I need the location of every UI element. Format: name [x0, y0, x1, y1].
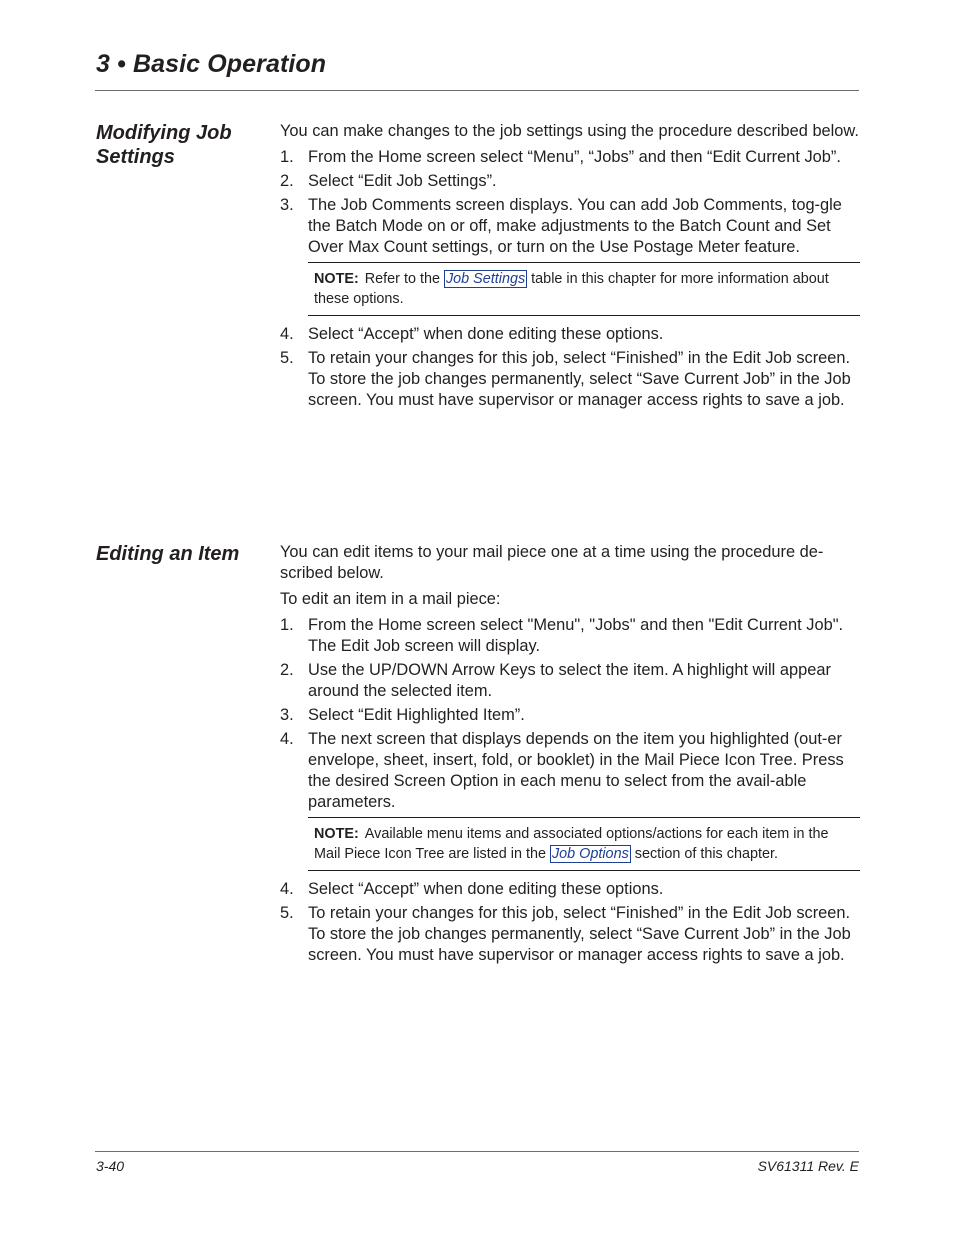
note-label: NOTE: [314, 271, 359, 287]
steps-list [280, 324, 860, 411]
list-item: 3. The Job Comments screen displays. You can add Job Comments, tog-gle the Batch Mode on or off, make adjustments to the Batch Count and Set Over Max Count settings, or turn on the Use Postage Meter feature. [280, 196, 842, 256]
page-number: 3-40 [96, 1158, 125, 1174]
section-body [280, 121, 860, 414]
list-item: 4. The next screen that displays depends on the item you highlighted (out-er envelope, sheet, insert, fold, or booklet) in the Mail Piece Icon Tree. Press the desired Screen Option in each menu to select from the avail-able parameters. [280, 730, 844, 811]
list-item: 5. To retain your changes for this job, select “Finished” in the Edit Job screen. To store the job changes permanently, select “Save Current Job” in the Job screen. You must have supervisor or manager access rights to save a job. [280, 904, 851, 964]
job-options-link[interactable]: Job Options [551, 845, 629, 862]
chapter-title: 3 • Basic Operation [96, 50, 327, 78]
steps-list [280, 879, 860, 966]
section-body [280, 542, 860, 969]
document-id: SV61311 Rev. E [757, 1158, 859, 1174]
section-heading: Editing an Item [96, 543, 240, 565]
header-divider [95, 90, 859, 91]
job-settings-link[interactable]: Job Settings [445, 271, 526, 287]
list-item: 5. To retain your changes for this job, select “Finished” in the Edit Job screen. To store the job changes permanently, select “Save Current Job” in the Job screen. You must have supervisor or manager access rights to save a job. [280, 349, 851, 409]
list-item: 4. Select “Accept” when done editing these options. [280, 880, 664, 898]
list-item: 3. Select “Edit Highlighted Item”. [280, 706, 525, 724]
list-item: 2. Select “Edit Job Settings”. [280, 172, 497, 190]
footer-divider [95, 1151, 859, 1152]
intro-text: You can make changes to the job settings using the procedure described below. [280, 122, 859, 140]
intro-text: You can edit items to your mail piece one at a time using the procedure de-scribed below. [280, 543, 824, 582]
steps-list [280, 147, 860, 258]
list-item: 1. From the Home screen select "Menu", "Jobs" and then "Edit Current Job". The Edit Job screen will display. [280, 616, 844, 655]
list-item: 2. Use the UP/DOWN Arrow Keys to select the item. A highlight will appear around the selected item. [280, 661, 831, 700]
section-heading: Modifying Job Settings [96, 122, 232, 168]
intro-text-2: To edit an item in a mail piece: [280, 590, 501, 608]
list-item: 4. Select “Accept” when done editing these options. [280, 325, 664, 343]
list-item: 1. From the Home screen select “Menu”, “Jobs” and then “Edit Current Job”. [280, 148, 841, 166]
note-label: NOTE: [314, 826, 359, 842]
note-box: NOTE: Refer to the Job Settings table in this chapter for more information about these options. [308, 262, 860, 316]
note-box: NOTE: Available menu items and associated options/actions for each item in the Mail Piece Icon Tree are listed in the Job Options section of this chapter. [308, 817, 860, 871]
steps-list [280, 615, 860, 813]
